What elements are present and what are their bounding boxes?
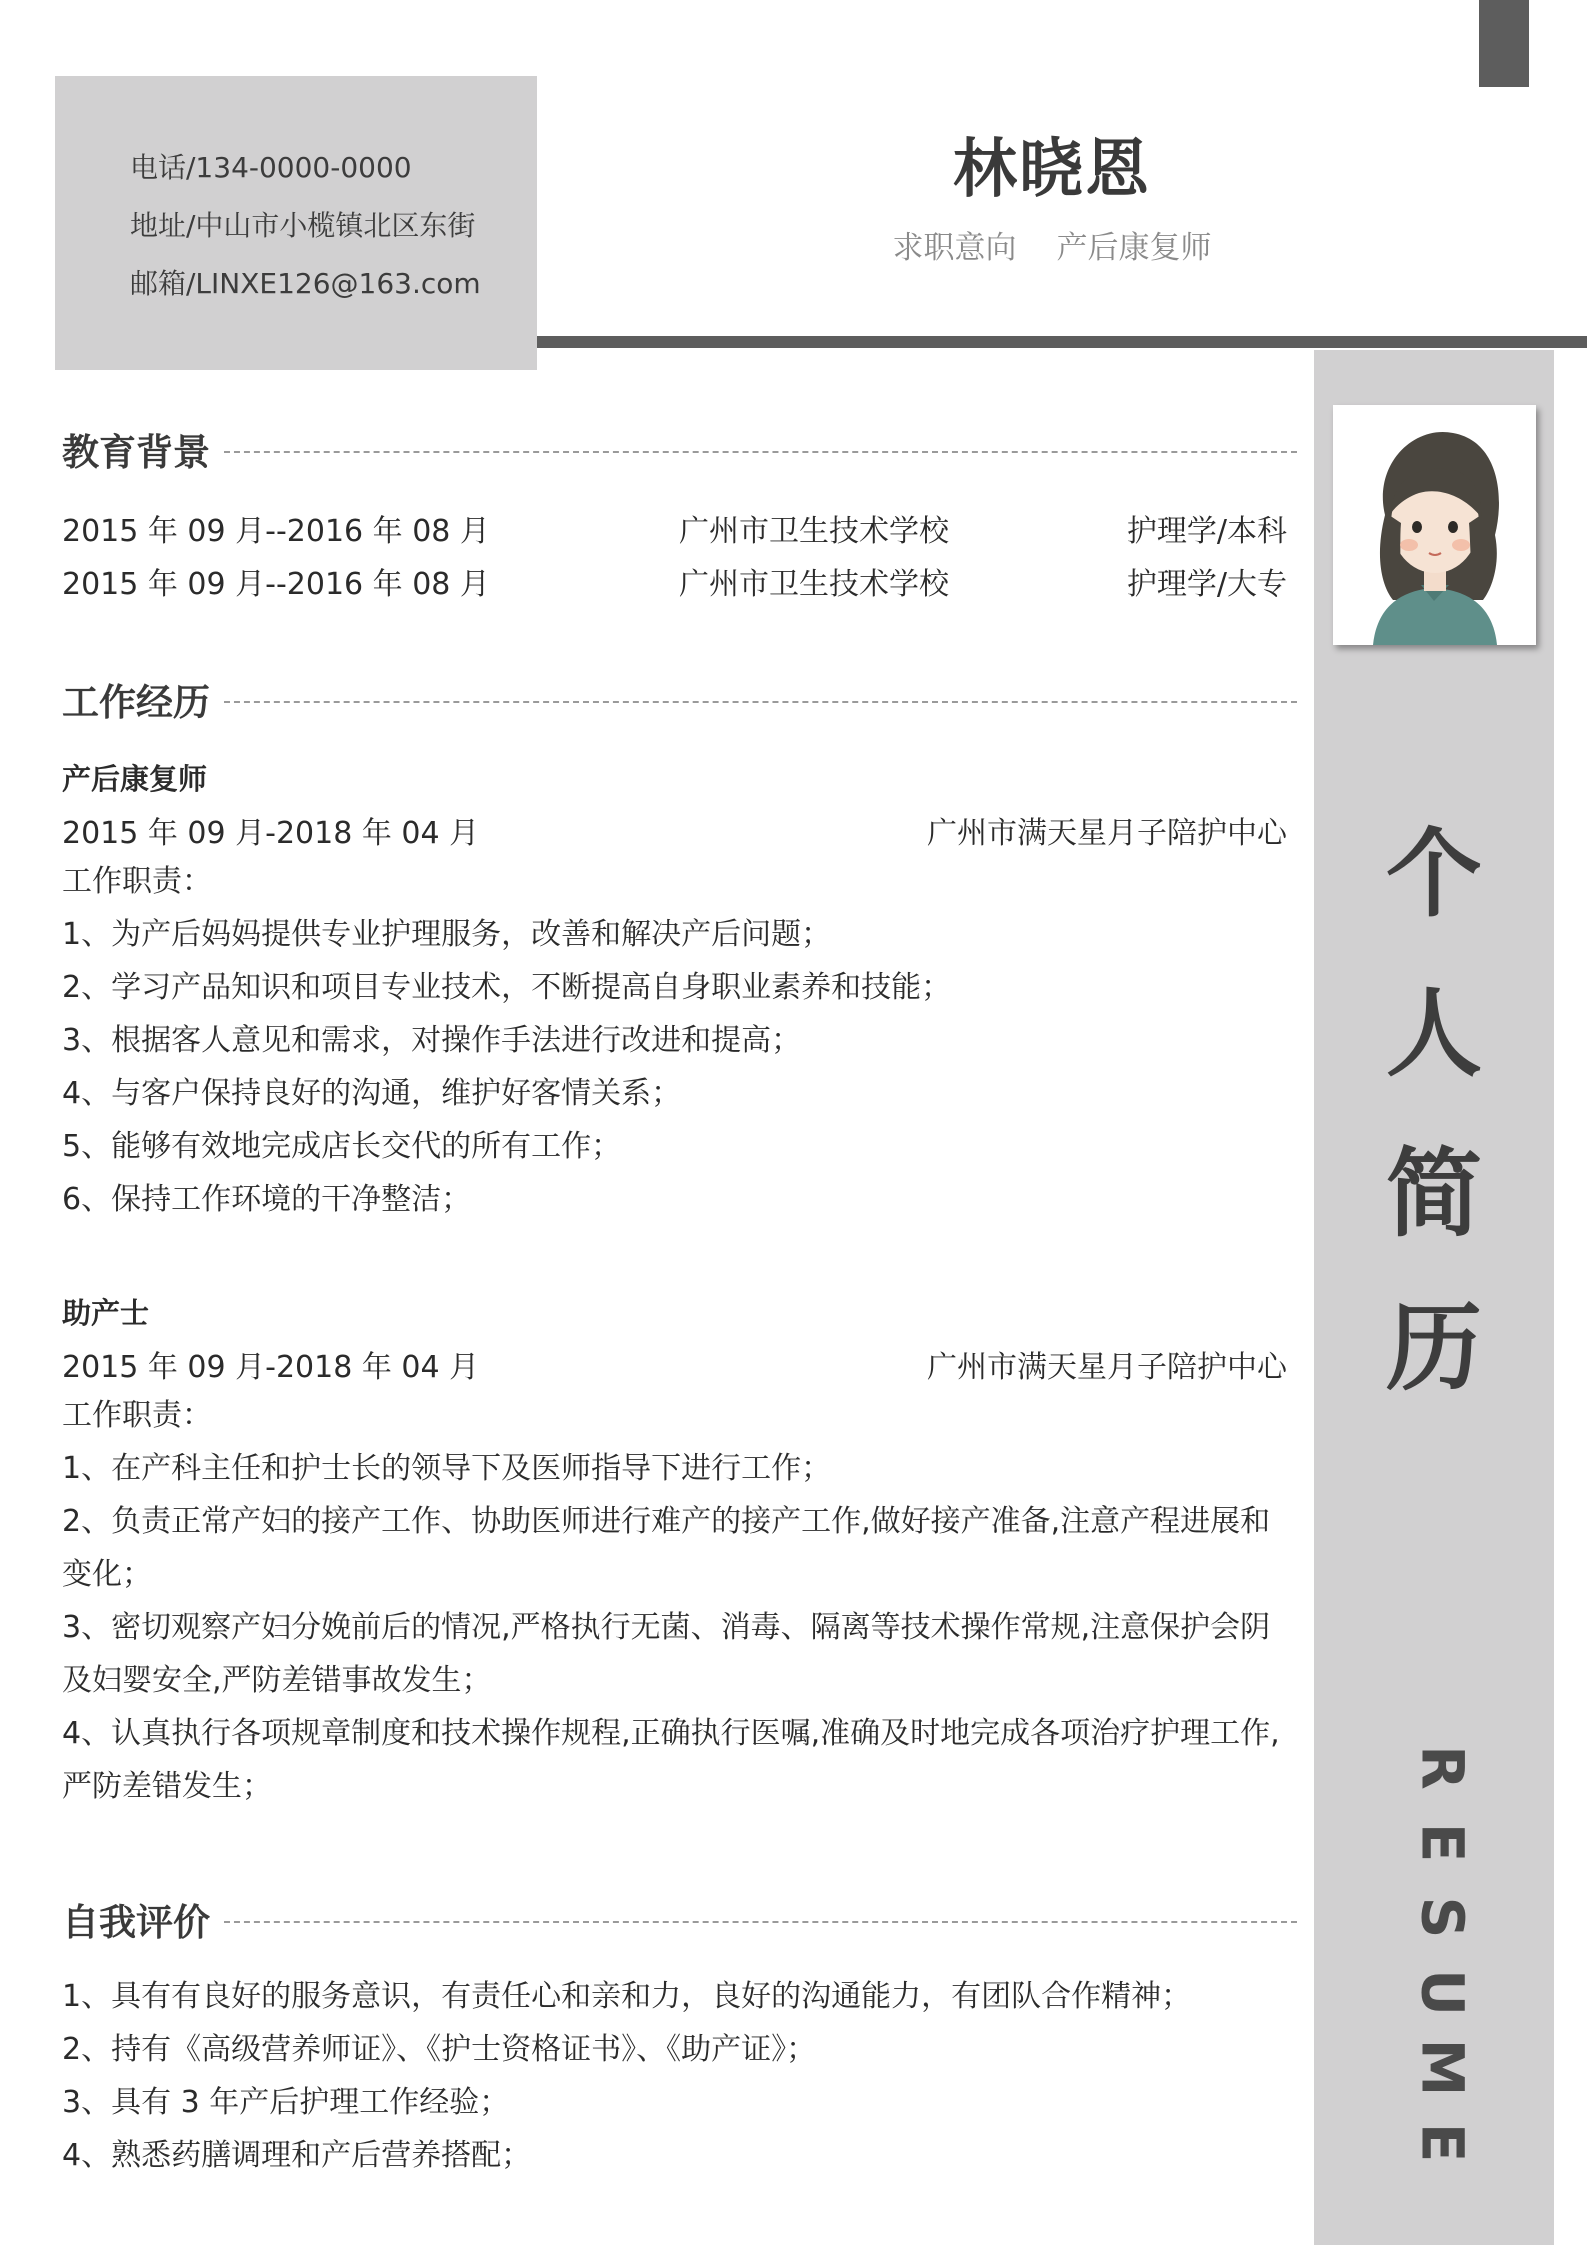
duty-item: 4、认真执行各项规章制度和技术操作规程,正确执行医嘱,准确及时地完成各项治疗护理工作,严防差错发生；	[62, 1716, 1280, 1804]
dashed-divider	[224, 701, 1297, 703]
duty-item: 2、学习产品知识和项目专业技术，不断提高自身职业素养和技能；	[62, 970, 952, 1005]
sidebar-title-char: 简	[1386, 1138, 1482, 1250]
duty-item: 3、密切观察产妇分娩前后的情况,严格执行无菌、消毒、隔离等技术操作常规,注意保护会阴及妇婴安全,严防差错事故发生；	[62, 1610, 1271, 1698]
job-duties	[62, 1389, 1297, 1813]
education-school: 广州市卫生技术学校	[679, 567, 949, 602]
education-school: 广州市卫生技术学校	[679, 514, 949, 549]
education-major: 护理学/大专	[1126, 567, 1287, 602]
job-intent	[537, 222, 1567, 267]
self-eval-list	[62, 1970, 1297, 2182]
education-period: 2015 年 09 月--2016 年 08 月	[62, 567, 490, 602]
job-period: 2015 年 09 月-2018 年 04 月	[62, 1350, 480, 1385]
education-period: 2015 年 09 月--2016 年 08 月	[62, 514, 490, 549]
duty-item: 6、保持工作环境的干净整洁；	[62, 1182, 472, 1217]
top-corner-tab	[1479, 0, 1529, 87]
duty-item: 5、能够有效地完成店长交代的所有工作；	[62, 1129, 622, 1164]
self-eval-item: 4、熟悉药膳调理和产后营养搭配；	[62, 2138, 532, 2173]
resume-vertical-text	[1314, 1730, 1554, 2180]
dashed-divider	[224, 1921, 1297, 1923]
duty-item: 4、与客户保持良好的沟通，维护好客情关系；	[62, 1076, 682, 1111]
resume-letter: S	[1408, 1896, 1477, 1939]
self-eval-item: 3、具有 3 年产后护理工作经验；	[62, 2085, 510, 2120]
job-company: 广州市满天星月子陪护中心	[927, 1350, 1287, 1385]
job-period: 2015 年 09 月-2018 年 04 月	[62, 816, 480, 851]
duty-item: 1、在产科主任和护士长的领导下及医师指导下进行工作；	[62, 1451, 832, 1486]
duty-item: 3、根据客人意见和需求，对操作手法进行改进和提高；	[62, 1023, 802, 1058]
section-title: 教育背景	[62, 431, 210, 474]
contact-box	[55, 76, 537, 370]
education-row	[62, 506, 1287, 550]
header-divider	[537, 336, 1587, 348]
section-title: 自我评价	[62, 1901, 210, 1944]
resume-letter: E	[1408, 2122, 1477, 2163]
sidebar-title-char: 个	[1386, 818, 1482, 930]
candidate-name: 林晓恩	[953, 133, 1151, 207]
job-meta	[62, 808, 1287, 852]
duty-item: 2、负责正常产妇的接产工作、协助医师进行难产的接产工作,做好接产准备,注意产程进展和变化；	[62, 1504, 1271, 1592]
duty-label: 工作职责：	[62, 1398, 212, 1433]
resume-letter: R	[1408, 1745, 1477, 1790]
job-position: 助产士	[62, 1296, 150, 1330]
resume-letter: E	[1408, 1822, 1477, 1863]
dashed-divider	[224, 451, 1297, 453]
contact-address: 地址/中山市小榄镇北区东街	[130, 209, 476, 242]
sidebar-title-char: 人	[1386, 978, 1482, 1090]
education-row	[62, 559, 1287, 603]
self-eval-item: 1、具有有良好的服务意识，有责任心和亲和力，良好的沟通能力，有团队合作精神；	[62, 1979, 1192, 2014]
job-duties	[62, 855, 1297, 1226]
education-major: 护理学/本科	[1126, 514, 1287, 549]
section-title: 工作经历	[62, 681, 210, 724]
self-eval-item: 2、持有《高级营养师证》、《护士资格证书》、《助产证》；	[62, 2032, 817, 2067]
resume-letter: U	[1408, 1968, 1477, 2017]
job-intent-value: 产后康复师	[1056, 230, 1212, 266]
duty-item: 1、为产后妈妈提供专业护理服务，改善和解决产后问题；	[62, 917, 832, 952]
profile-photo	[1333, 405, 1536, 645]
job-position: 产后康复师	[62, 762, 208, 796]
self-eval-header	[62, 1892, 1297, 1946]
job-intent-label: 求职意向	[892, 230, 1017, 266]
contact-email: 邮箱/LINXE126@163.com	[130, 267, 481, 300]
job-company: 广州市满天星月子陪护中心	[927, 816, 1287, 851]
work-header	[62, 672, 1297, 726]
job-meta	[62, 1342, 1287, 1386]
resume-letter: M	[1408, 2038, 1477, 2097]
duty-label: 工作职责：	[62, 864, 212, 899]
avatar-illustration	[1333, 405, 1536, 645]
education-header	[62, 422, 1297, 476]
sidebar-title-char: 历	[1386, 1292, 1482, 1404]
contact-phone: 电话/134-0000-0000	[130, 151, 412, 184]
